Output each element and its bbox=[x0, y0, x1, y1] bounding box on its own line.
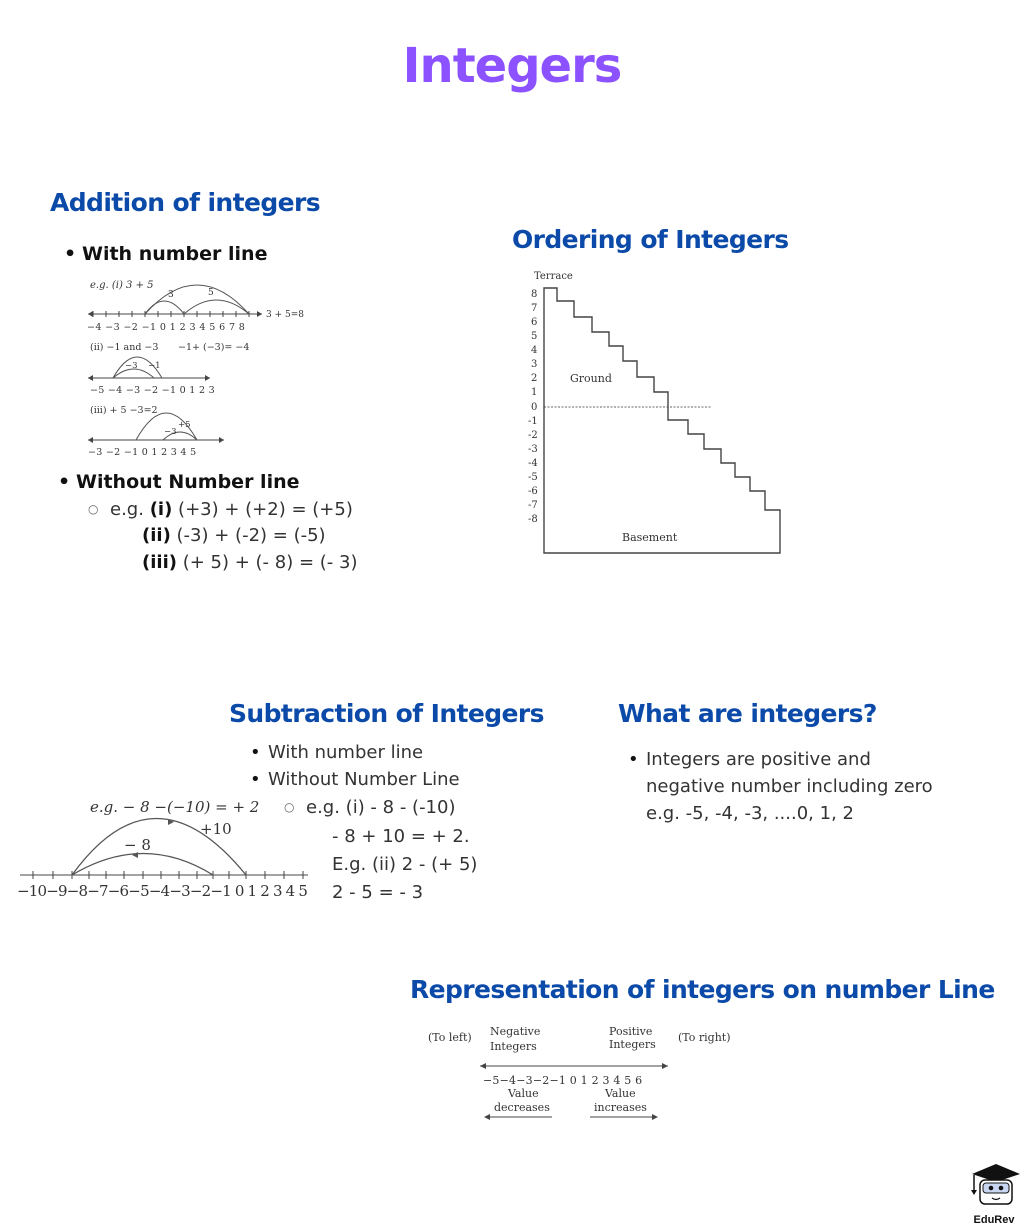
svg-text:increases: increases bbox=[594, 1101, 647, 1114]
addition-heading: Addition of integers bbox=[50, 188, 320, 217]
representation-heading: Representation of integers on number Line bbox=[410, 975, 995, 1004]
svg-text:+10: +10 bbox=[200, 820, 232, 838]
basement-label: Basement bbox=[622, 531, 678, 544]
what-are-integers-line-1: • Integers are positive and bbox=[628, 746, 871, 773]
svg-text:−5−4−3−2−1 0 1 2 3 4 5 6: −5−4−3−2−1 0 1 2 3 4 5 6 bbox=[483, 1074, 643, 1087]
svg-text:-8: -8 bbox=[528, 514, 538, 525]
example-3-label: (iii) + 5 −3=2 bbox=[90, 405, 158, 416]
svg-text:Integers: Integers bbox=[609, 1038, 656, 1051]
svg-text:−3: −3 bbox=[125, 361, 138, 371]
representation-number-line-diagram bbox=[424, 1020, 744, 1124]
without-example-2: (ii) (-3) + (-2) = (-5) bbox=[142, 525, 326, 546]
edurev-logo-text: EduRev bbox=[973, 1214, 1015, 1226]
to-right-label: (To right) bbox=[678, 1031, 731, 1044]
svg-text:5: 5 bbox=[531, 331, 538, 342]
example-2-label: (ii) −1 and −3 bbox=[90, 342, 159, 353]
svg-text:-7: -7 bbox=[528, 500, 538, 511]
svg-text:− 8: − 8 bbox=[124, 836, 151, 854]
to-left-label: (To left) bbox=[428, 1031, 472, 1044]
svg-text:−3 −2 −1 0 1 2 3 4 5: −3 −2 −1 0 1 2 3 4 5 bbox=[88, 447, 197, 458]
svg-text:-1: -1 bbox=[528, 416, 538, 427]
without-number-line-label: • Without Number line bbox=[58, 469, 300, 496]
page-title: Integers bbox=[402, 38, 622, 94]
svg-text:-6: -6 bbox=[528, 486, 538, 497]
svg-text:Positive: Positive bbox=[609, 1025, 653, 1038]
svg-text:−3: −3 bbox=[164, 427, 177, 437]
addition-number-line-diagram bbox=[84, 276, 324, 458]
svg-text:3: 3 bbox=[168, 290, 174, 300]
example-1-result: 3 + 5=8 bbox=[266, 310, 304, 320]
svg-text:−10−9−8−7−6−5−4−3−2−1 0 1 2 3: −10−9−8−7−6−5−4−3−2−1 0 1 2 3 4 5 bbox=[17, 882, 308, 900]
subtraction-heading: Subtraction of Integers bbox=[229, 699, 544, 728]
svg-text:8: 8 bbox=[531, 289, 538, 300]
svg-text:-5: -5 bbox=[528, 472, 538, 483]
ordering-heading: Ordering of Integers bbox=[512, 225, 789, 254]
example-1-label: e.g. (i) 3 + 5 bbox=[90, 280, 154, 291]
svg-text:+5: +5 bbox=[178, 420, 191, 430]
subtraction-example-1-result: - 8 + 10 = + 2. bbox=[332, 826, 470, 847]
staircase-diagram bbox=[520, 266, 790, 558]
svg-text:Negative: Negative bbox=[490, 1025, 541, 1038]
svg-text:6: 6 bbox=[531, 317, 538, 328]
svg-text:4: 4 bbox=[531, 345, 538, 356]
example-2-result: −1+ (−3)= −4 bbox=[178, 342, 250, 353]
subtraction-example-2-result: 2 - 5 = - 3 bbox=[332, 882, 424, 903]
svg-text:Integers: Integers bbox=[490, 1040, 537, 1053]
svg-text:−4 −3 −2 −1 0 1 2 3 4 5: −4 −3 −2 −1 0 1 2 3 4 5 6 7 8 bbox=[87, 322, 246, 333]
svg-text:-2: -2 bbox=[528, 430, 538, 441]
what-are-integers-line-3: e.g. -5, -4, -3, ....0, 1, 2 bbox=[646, 803, 854, 824]
graduation-cap-icon bbox=[966, 1160, 1022, 1208]
svg-text:decreases: decreases bbox=[494, 1101, 550, 1114]
svg-text:7: 7 bbox=[531, 303, 538, 314]
terrace-label: Terrace bbox=[534, 271, 573, 282]
svg-text:−5 −4 −3 −2 −1 0 1 2 3: −5 −4 −3 −2 −1 0 1 2 3 bbox=[90, 385, 215, 396]
subtraction-item-without-line: • Without Number Line bbox=[250, 766, 460, 793]
subtraction-example-2: E.g. (ii) 2 - (+ 5) bbox=[332, 854, 478, 875]
what-are-integers-line-2: negative number including zero bbox=[646, 776, 933, 797]
subtraction-example-1: ○ e.g. (i) - 8 - (-10) bbox=[284, 794, 455, 821]
svg-text:−1: −1 bbox=[148, 361, 161, 371]
with-number-line-label: • With number line bbox=[64, 241, 267, 268]
svg-text:0: 0 bbox=[531, 402, 538, 413]
svg-text:-4: -4 bbox=[528, 458, 538, 469]
svg-text:3: 3 bbox=[531, 359, 538, 370]
what-are-integers-heading: What are integers? bbox=[618, 699, 877, 728]
without-example-3: (iii) (+ 5) + (- 8) = (- 3) bbox=[142, 552, 358, 573]
svg-text:-3: -3 bbox=[528, 444, 538, 455]
subtraction-diagram-label: e.g. − 8 −(−10) = + 2 bbox=[90, 798, 260, 816]
svg-text:1: 1 bbox=[531, 387, 538, 398]
svg-text:5: 5 bbox=[208, 288, 214, 298]
subtraction-item-with-line: • With number line bbox=[250, 739, 423, 766]
svg-text:Value: Value bbox=[508, 1087, 539, 1100]
subtraction-number-line-diagram bbox=[14, 792, 314, 904]
ground-label: Ground bbox=[570, 372, 612, 385]
without-example-1: ○ e.g. (i) (+3) + (+2) = (+5) bbox=[88, 496, 353, 523]
edurev-logo bbox=[966, 1160, 1022, 1226]
svg-text:Value: Value bbox=[605, 1087, 636, 1100]
svg-text:2: 2 bbox=[531, 373, 538, 384]
